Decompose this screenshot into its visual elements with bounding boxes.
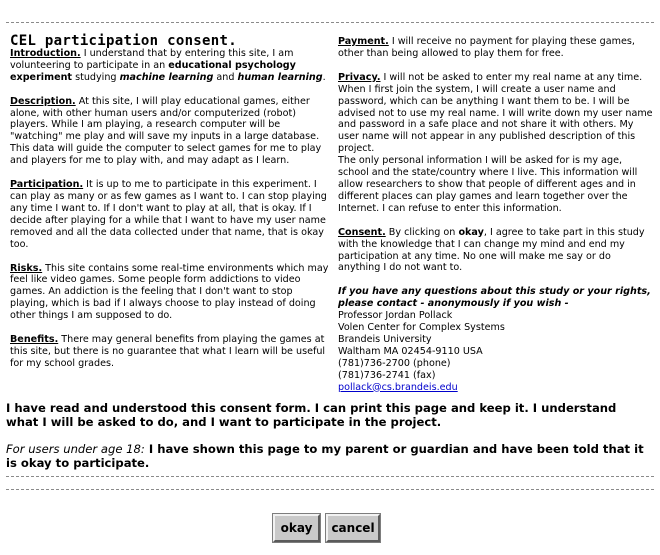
contact-lead: If you have any questions about this study or your rights, please contact - anonymously if you wish - [338, 286, 651, 310]
contact-university: Brandeis University [338, 333, 432, 345]
intro-section: Introduction. I understand that by entering this site, I am volunteering to participate in an educational psychology experiment studying machine learning and human learning. [10, 47, 326, 83]
risks-section: Risks. This site contains some real-time environments which may feel like video games. Some people form addictions to video games. An addiction is the feeling that I don't want to stop playing, which is bad if I always choose to play instead of doing other things I am supposed to do. [10, 262, 329, 322]
minor-lead: For users under age 18: [6, 442, 145, 456]
contact-name: Professor Jordan Pollack [338, 310, 453, 322]
consent-heading: Consent. [338, 226, 386, 238]
payment-section: Payment. I will receive no payment for playing these games, other than being allowed to play them for free. [338, 36, 635, 59]
benefits-section: Benefits. There may general benefits from playing the games at this site, but there is no guarantee that what I learn will be useful for my school grades. [10, 334, 326, 369]
participation-heading: Participation. [10, 179, 84, 191]
consent-right-column [338, 36, 653, 393]
cancel-button[interactable]: cancel [326, 514, 380, 542]
agreement-statement: I have read and understood this consent form. I can print this page and keep it. I understand what I will be asked to do, and I want to participate in the project. [6, 401, 617, 430]
payment-heading: Payment. [338, 36, 389, 47]
middle-divider [6, 476, 654, 477]
page-title: CEL participation consent. [10, 33, 237, 49]
contact-phone: (781)736-2700 (phone) [338, 357, 451, 369]
okay-button[interactable]: okay [273, 514, 320, 542]
consent-section: Consent. By clicking on okay, I agree to take part in this study with the knowledge that I can change my mind and end my participation at any time. No one will make me say or do anything I do not want to. [338, 226, 645, 274]
bottom-divider [6, 489, 654, 490]
top-divider [6, 22, 654, 23]
participation-section: Participation. It is up to me to participate in this experiment. I can play as many or as few games as I want to. I can stop playing any time I want to. If I don't want to play at all, that is okay. If I decide after playing for a while that I want to have my user name removed and all the data collected under that name, that is okay too. [10, 179, 327, 250]
contact-address: Waltham MA 02454-9110 USA [338, 345, 483, 357]
privacy-section: Privacy. I will not be asked to enter my real name at any time. When I first join the system, I will create a user name and password, which can be anything I want them to be. I will be advised not to use my real name. I will write down my user name and password in a safe place and not share it with others. My user name will not appear in any published description of this project. [338, 71, 653, 155]
privacy-heading: Privacy. [338, 71, 381, 83]
contact-block [338, 286, 653, 393]
minor-statement: For users under age 18: I have shown this page to my parent or guardian and have been told that it is okay to participate. [6, 442, 644, 471]
intro-heading: Introduction. [10, 47, 81, 59]
risks-heading: Risks. [10, 262, 43, 274]
contact-email-link[interactable]: pollack@cs.brandeis.edu [338, 381, 458, 393]
consent-left-column [10, 33, 332, 382]
contact-center: Volen Center for Complex Systems [338, 322, 505, 334]
privacy-section-2: The only personal information I will be asked for is my age, school and the state/country where I live. This information will allow researchers to show that people of different ages and in different places can play games and learn together over the Internet. I can refuse to enter this information. [338, 155, 638, 214]
benefits-heading: Benefits. [10, 334, 59, 346]
description-heading: Description. [10, 95, 76, 107]
description-section: Description. At this site, I will play educational games, either alone, with other human users and/or computerized (robot) players. While I am playing, a research computer will be "watching" me play and will save my inputs in a large database. This data will guide the computer to select games for me to play and players for me to play with, and may adapt as I learn. [10, 95, 322, 167]
contact-fax: (781)736-2741 (fax) [338, 369, 436, 381]
